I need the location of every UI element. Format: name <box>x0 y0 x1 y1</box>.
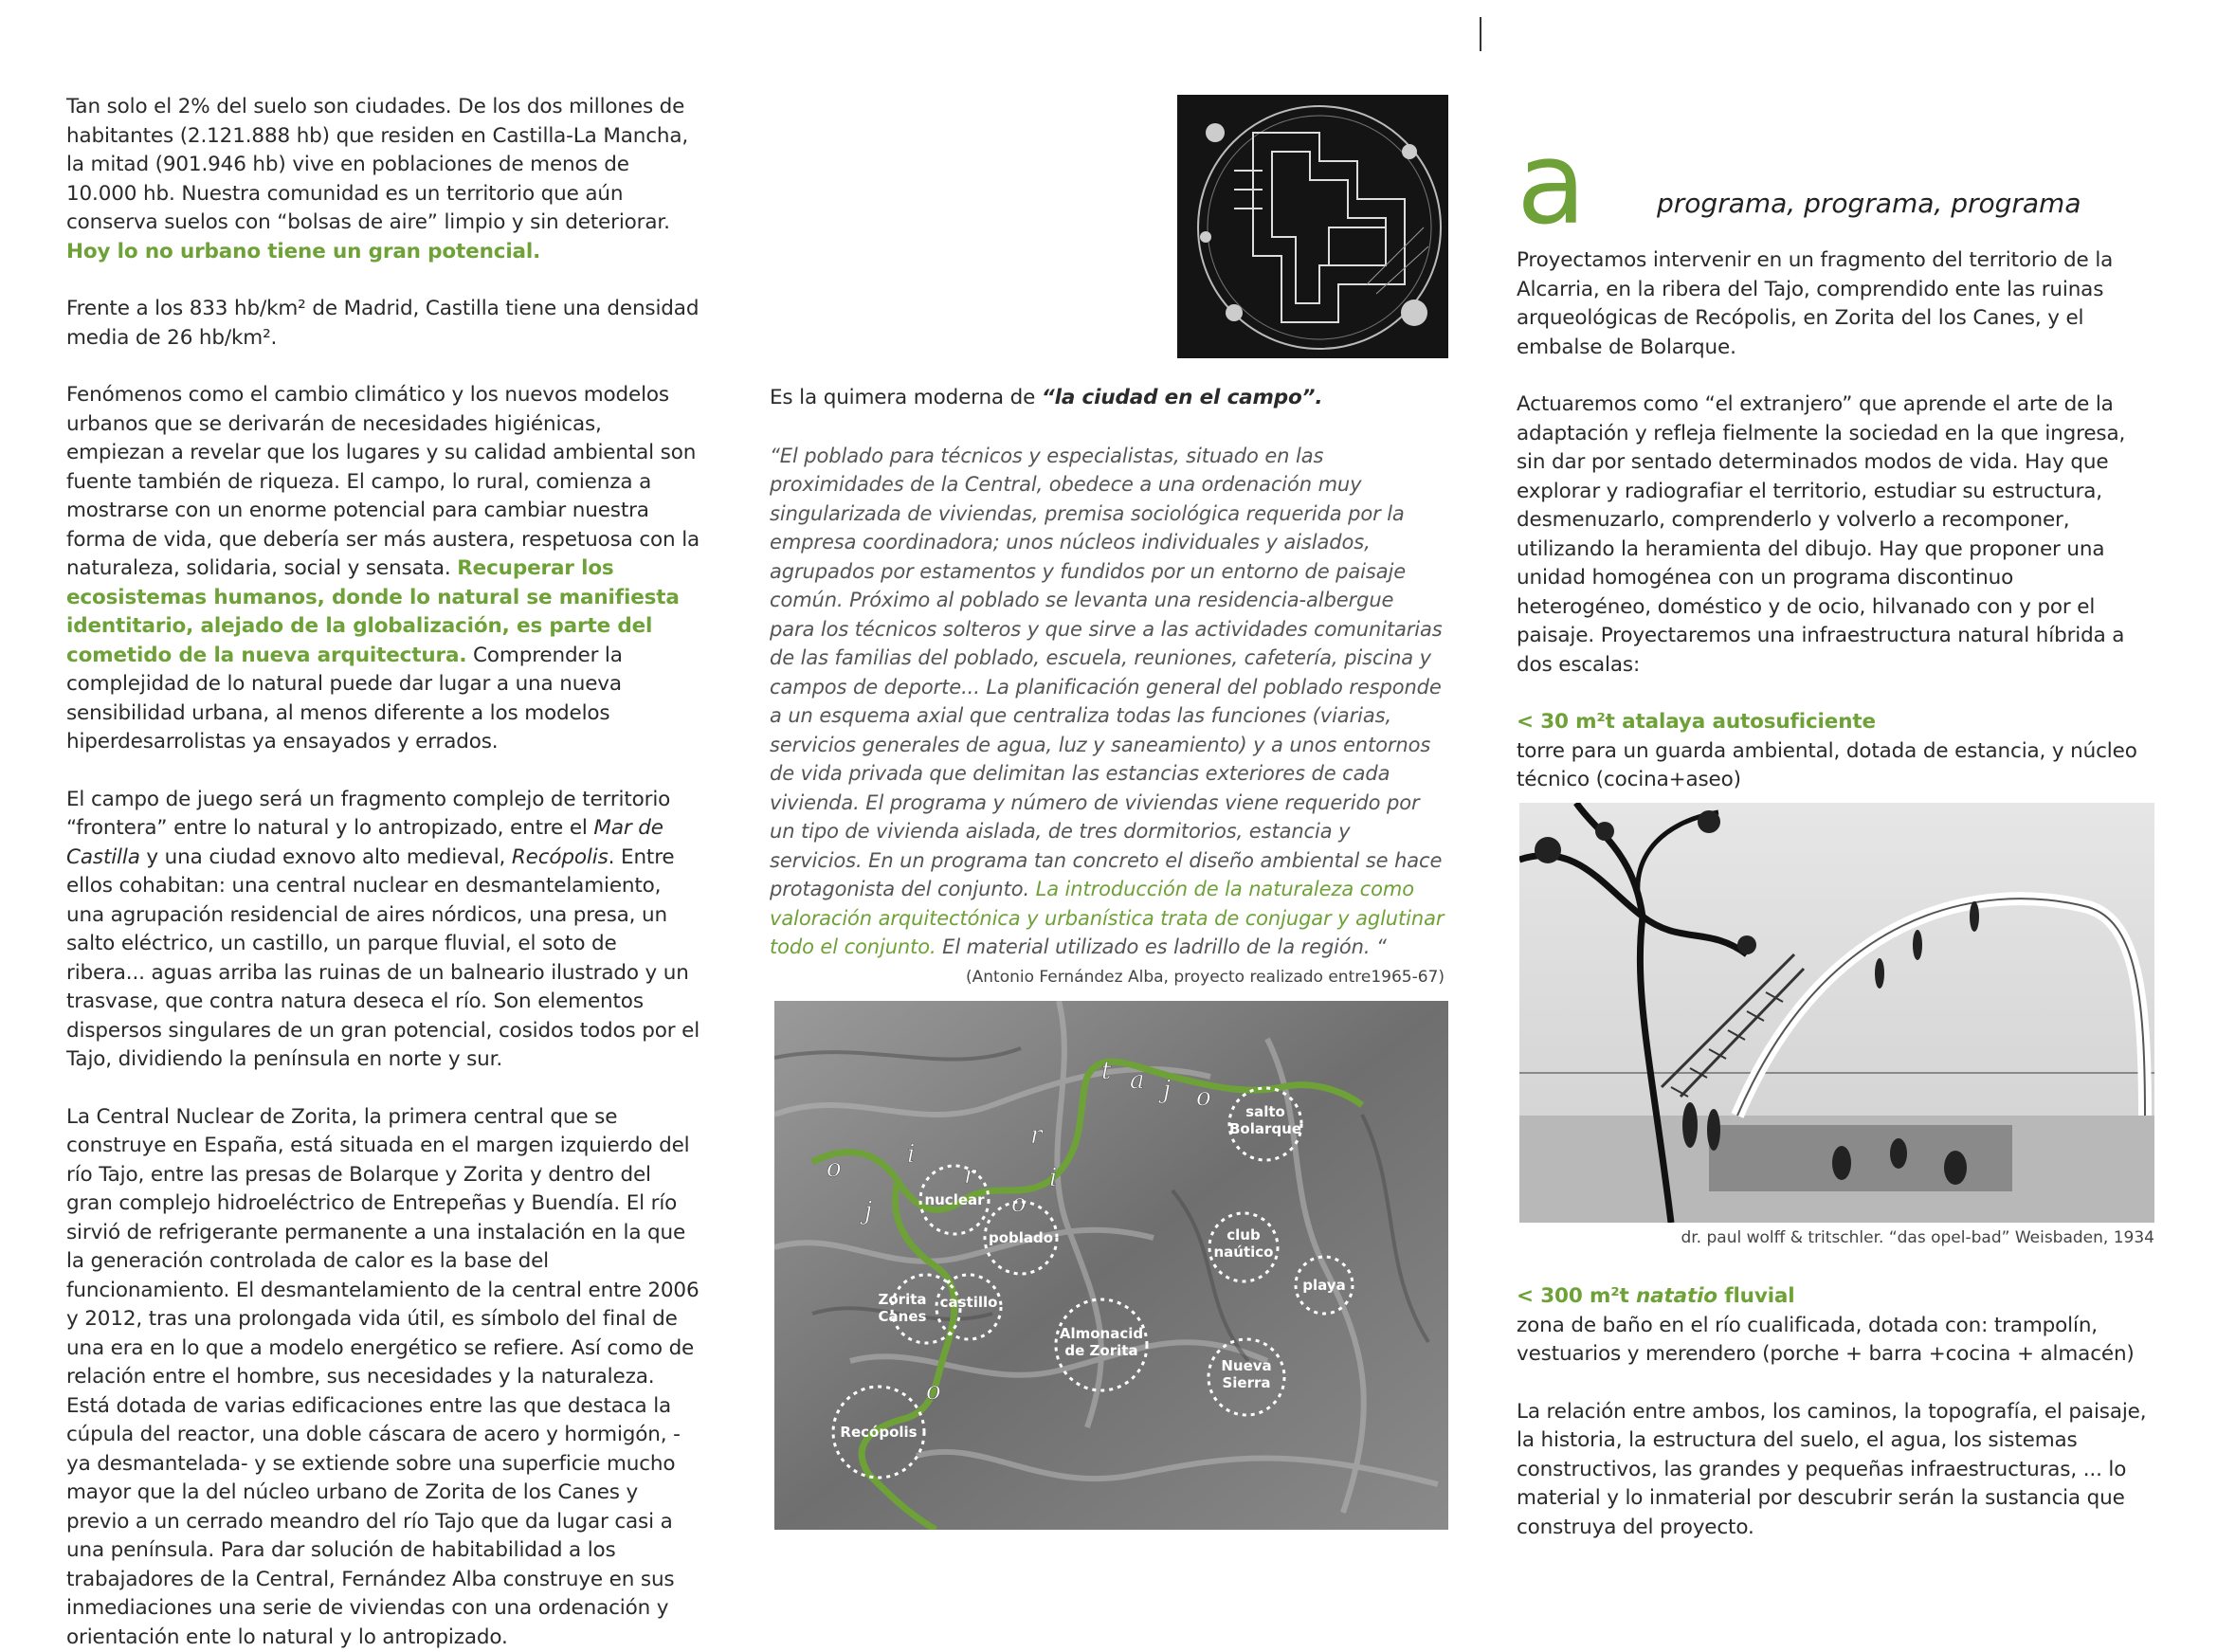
text: Fenómenos como el cambio climático y los nuevos modelos urbanos que se derivarán de necesidades higiénicas, empiezan a revelar que los lugares y su calidad ambiental son fuente también de riqueza. El campo, lo rural, comienza a mostrarse con un enorme potencial para cambiar nuestra forma de vida, que debería ser más austera, respetuosa con la naturaleza, solidaria, social y sensata. <box>66 383 700 580</box>
map-label: Canes <box>879 1308 927 1325</box>
text: “El poblado para técnicos y especialistas, situado en las proximidades de la Central, obedece a una ordenación muy singularizada de viviendas, premisa sociológica requerida por la empresa coordinadora; unos núcleos individuales y aislados, agrupados por estamentos y fundidos por un entorno de paisaje común. Próximo al poblado se levanta una residencia-albergue para los técnicos solteros y que sirve a las actividades comunitarias de las familias del poblado, escuela, reuniones, cafetería, piscina y campos de deporte... La planificación general del poblado responde a un esquema axial que centraliza todas las funciones (viarias, servicios generales de agua, luz y saneamiento) y a unos entornos de vida privada que delimitan las estancias exteriores de cada vivienda. El programa y número de viviendas viene requerido por un tipo de vivienda aislada, de tres dormitorios, estancia y servicios. En un programa tan concreto el diseño ambiental se hace protagonista del conjunto. <box>770 445 1443 901</box>
column-middle <box>770 384 1445 987</box>
italic-text: Recópolis <box>512 845 609 869</box>
paragraph-4 <box>66 786 701 1075</box>
map-label: salto <box>1245 1103 1285 1120</box>
column-left <box>66 93 701 1652</box>
paragraph-1: Proyectamos intervenir en un fragmento del territorio de la Alcarria, en la ribera del Tajo, comprendido ente las ruinas arqueológicas de Recópolis, en Zorita del los Canes, y el embalse de Bolarque. <box>1517 246 2152 362</box>
river-letter: j <box>860 1197 872 1225</box>
page-divider-mark <box>1480 17 1481 51</box>
italic-text: natatio <box>1636 1284 1717 1308</box>
text: < 300 m²t <box>1517 1284 1636 1308</box>
paragraph-3 <box>66 381 701 757</box>
river-letter: r <box>1030 1121 1044 1150</box>
highlight: La introducción de la naturaleza como valoración arquitectónica y urbanística trata de conjugar y aglutinar todo el conjunto. <box>770 878 1444 958</box>
photo-credit: dr. paul wolff & tritschler. “das opel-bad” Weisbaden, 1934 <box>1517 1228 2154 1247</box>
river-letter: a <box>1130 1066 1145 1095</box>
atalaya-text: torre para un guarda ambiental, dotada de estancia, y núcleo técnico (cocina+aseo) <box>1517 737 2152 795</box>
paragraph-1 <box>66 93 701 266</box>
italic-text: Mar de Castilla <box>66 816 663 869</box>
italic-text: “la ciudad en el campo”. <box>1042 386 1322 409</box>
opel-bad-photo-svg <box>1519 803 2154 1223</box>
territory-map-svg <box>774 1001 1448 1530</box>
map-label: Bolarque <box>1229 1120 1301 1137</box>
map-label: naútico <box>1214 1244 1274 1261</box>
heading-atalaya: < 30 m²t atalaya autosuficiente <box>1517 708 2152 737</box>
map-label: Zorita <box>878 1291 926 1308</box>
map-label: Sierra <box>1222 1374 1270 1391</box>
territory-map <box>774 1001 1448 1530</box>
river-letter: i <box>1049 1164 1057 1192</box>
section-title: programa, programa, programa <box>1657 188 2081 219</box>
opel-bad-photo <box>1519 803 2154 1223</box>
text: fluvial <box>1717 1284 1795 1308</box>
highlight: Hoy lo no urbano tiene un gran potencial. <box>66 240 540 263</box>
natatio-text: zona de baño en el río cualificada, dotada con: trampolín, vestuarios y merendero (porche + barra +cocina + almacén) <box>1517 1312 2152 1370</box>
map-label: playa <box>1302 1277 1345 1294</box>
section-letter: a <box>1517 128 1587 242</box>
river-letter: o <box>926 1377 941 1406</box>
quote-credit: (Antonio Fernández Alba, proyecto realizado entre1965-67) <box>770 968 1445 987</box>
map-label: Almonacid <box>1060 1325 1143 1342</box>
river-letter: t <box>1101 1057 1112 1085</box>
river-letter: r <box>964 1161 977 1189</box>
text: Comprender la complejidad de lo natural puede dar lugar a una nueva sensibilidad urbana, al menos diferente a los modelos hiperdesarrolistas ya ensayados y errados. <box>66 644 623 754</box>
text: . Entre ellos cohabitan: una central nuclear en desmantelamiento, una agrupación residencial de aires nórdicos, una presa, un salto eléctrico, un castillo, un parque fluvial, el soto de ribera... aguas arriba las ruinas de un balneario ilustrado y un trasvase, que contra natura deseca el río. Son elementos dispersos singulares de un gran potencial, cosidos todos por el Tajo, dividiendo la península en norte y sur. <box>66 845 700 1072</box>
site-plan-image <box>1177 95 1448 358</box>
map-label: club <box>1227 1226 1261 1244</box>
map-label: poblado <box>989 1229 1053 1246</box>
text: Tan solo el 2% del suelo son ciudades. De los dos millones de habitantes (2.121.888 hb) que residen en Castilla-La Mancha, la mitad (901.946 hb) vive en poblaciones de menos de 10.000 hb. Nuestra comunidad es un territorio que aún conserva suelos con “bolsas de aire” limpio y sin deteriorar. <box>66 95 688 234</box>
site-plan-drawing <box>1177 95 1448 358</box>
column-right-bottom <box>1517 1282 2152 1542</box>
text: Es la quimera moderna de <box>770 386 1042 409</box>
river-letter: o <box>1011 1189 1027 1218</box>
text: y una ciudad exnovo alto medieval, <box>140 845 512 869</box>
map-label: castillo <box>940 1294 998 1311</box>
quote <box>770 442 1445 962</box>
text: El material utilizado es ladrillo de la región. “ <box>936 935 1387 958</box>
highlight: Recuperar los ecosistemas humanos, donde lo natural se manifiesta identitario, alejado de la globalización, es parte del cometido de la nueva arquitectura. <box>66 556 680 667</box>
column-right-top <box>1517 246 2152 795</box>
map-label: Recópolis <box>840 1424 917 1441</box>
paragraph-3: La relación entre ambos, los caminos, la topografía, el paisaje, la historia, la estructura del suelo, el agua, los sistemas constructivos, las grandes y pequeñas infraestructuras, ... lo material y lo inmaterial por descubrir serán la sustancia que construya del proyecto. <box>1517 1398 2152 1543</box>
river-letter: o <box>827 1154 842 1183</box>
paragraph-5: La Central Nuclear de Zorita, la primera central que se construye en España, está situada en el margen izquierdo del río Tajo, entre las presas de Bolarque y Zorita y dentro del gran complejo hidroeléctrico de Entrepeñas y Buendía. El río sirvió de refrigerante permanente a una instalación en la que la generación controlada de calor es la base del funcionamiento. El desmantelamiento de la central entre 2006 y 2012, tras una prolongada vida útil, es símbolo del final de una era en lo que a modelo energético se refiere. Así como de relación entre el hombre, sus necesidades y la naturaleza. Está dotada de varias edificaciones entre las que destaca la cúpula del reactor, una doble cáscara de acero y hormigón, -ya desmantelada- y se extiende sobre una superficie mucho mayor que la del núcleo urbano de Zorita de los Canes y previo a un cerrado meandro del río Tajo que da lugar casi a una península. Para dar solución de habitabilidad a los trabajadores de la Central, Fernández Alba construye en sus inmediaciones una serie de viviendas con una ordenación y orientación ente lo natural y lo antropizado. <box>66 1103 701 1652</box>
map-label: de Zorita <box>1064 1342 1137 1359</box>
river-letter: i <box>907 1140 915 1169</box>
map-label: nuclear <box>924 1191 985 1208</box>
map-label: Nueva <box>1221 1357 1271 1374</box>
river-letter: o <box>1196 1083 1211 1112</box>
text: El campo de juego será un fragmento complejo de territorio “frontera” entre lo natural y lo antropizado, entre el <box>66 788 670 841</box>
heading-natatio <box>1517 1282 2152 1312</box>
intro-line <box>770 384 1445 413</box>
paragraph-2: Actuaremos como “el extranjero” que aprende el arte de la adaptación y refleja fielmente la sociedad en la que ingresa, sin dar por sentado determinados modos de vida. Hay que explorar y radiografiar el territorio, estudiar su estructura, desmenuzarlo, comprenderlo y volverlo a recomponer, utilizando la heramienta del dibujo. Hay que proponer una unidad homogénea con un programa discontinuo heterogéneo, doméstico y de ocio, hilvanado con y por el paisaje. Proyectaremos una infraestructura natural híbrida a dos escalas: <box>1517 390 2152 680</box>
river-letter: j <box>1158 1076 1171 1104</box>
paragraph-2: Frente a los 833 hb/km² de Madrid, Castilla tiene una densidad media de 26 hb/km². <box>66 295 701 353</box>
